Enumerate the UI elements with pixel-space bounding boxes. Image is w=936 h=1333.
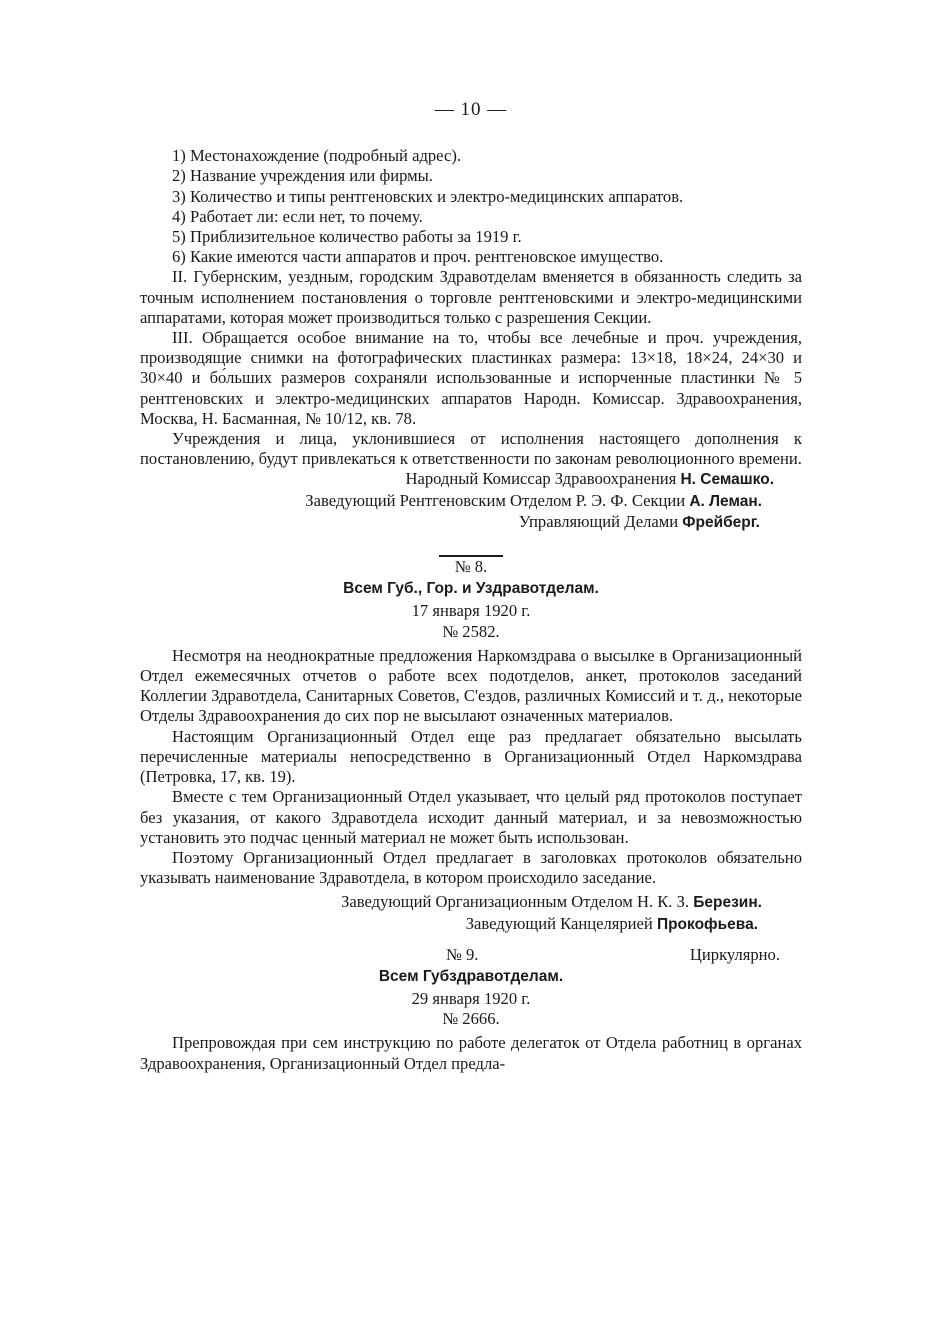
signature-line [140,491,802,512]
signature-role: Заведующий Организационным Отделом Н. К. З. [341,892,690,912]
doc8-paragraph: Поэтому Организационный Отдел предлагает в заголовках протоколов обязательно указывать наименование Здравотдела, в котором происходило заседание. [140,847,802,888]
list-item: 6) Какие имеются части аппаратов и проч. рентгеновское имущество. [172,247,664,267]
signature-role: Заведующий Канцелярией [465,913,653,933]
list-item: 3) Количество и типы рентгеновских и электро-медицинских аппаратов. [172,186,684,206]
signature-line [140,914,802,935]
list-item: 1) Местонахождение (подробный адрес). [172,146,462,166]
signature-name: Прокофьева. [656,915,758,933]
section-iii-paragraph: III. Обращается особое внимание на то, чтобы все лечебные и проч. учреждения, производящие снимки на фотографических пластинках размера: 13×18, 18×24, 24×30 и 30×40 и бо́льших размеров сохраняли использованные и испорченные пластинки № 5 рентгеновских и электро-медицинских аппаратов Народн. Комиссар. Здравоохранения, Москва, Н. Басманная, № 10/12, кв. 78. [140,328,802,428]
doc8-number: № 8. [454,557,488,577]
penalty-paragraph: Учреждения и лица, уклонившиеся от исполнения настоящего дополнения к постановлению, будут привлекаться к ответственности по законам революционного времени. [140,429,802,469]
doc9-number: № 9. [446,944,479,964]
doc9-number-row [140,945,802,967]
doc9-date: 29 января 1920 г. [411,988,531,1008]
doc8-reg-number: № 2582. [442,621,500,641]
doc8-paragraph: Настоящим Организационный Отдел еще раз предлагает обязательно высылать перечисленные материалы непосредственно в Организационный Отдел Наркомздрава (Петровка, 17, кв. 19). [140,726,802,787]
doc8-heading: Всем Губ., Гор. и Уздравотделам. [343,580,599,598]
signature-line [140,892,802,913]
signature-line [140,512,802,533]
signature-name: А. Леман. [689,492,762,510]
doc9-circular-note: Циркулярно. [689,944,780,964]
signature-name: Н. Семашко. [680,471,774,489]
doc9-reg-number: № 2666. [442,1009,500,1029]
signature-line [140,469,802,490]
page-number: — 10 — [434,99,508,120]
doc8-paragraph: Несмотря на неоднократные предложения Наркомздрава о высылке в Организационный Отдел ежемесячных отчетов о работе всех подотделов, анкет, протоколов заседаний Коллегии Здравотдела, Санитарных Советов, С'ездов, различных Комиссий и т. д., некоторые Отделы Здравоохранения до сих пор не высылают означенных материалов. [140,645,802,726]
signature-role: Народный Комиссар Здравоохранения [405,469,677,489]
doc8-date: 17 января 1920 г. [411,601,531,621]
list-item: 4) Работает ли: если нет, то почему. [172,206,423,226]
doc8-paragraph: Вместе с тем Организационный Отдел указывает, что целый ряд протоколов поступает без указания, от какого Здравотдела исходит данный материал, и за невозможностью установить это подчас ценный материал не может быть использован. [140,787,802,847]
doc9-heading: Всем Губздравотделам. [378,967,564,985]
list-item: 5) Приблизительное количество работы за 1919 г. [172,227,522,247]
signature-name: Фрейберг. [682,513,760,531]
signature-name: Березин. [693,894,762,912]
document-page [140,100,802,1074]
doc9-paragraph: Препровождая при сем инструкцию по работе делегаток от Отдела работниц в органах Здравоохранения, Организационный Отдел предла- [140,1033,802,1073]
signature-role: Управляющий Делами [518,511,679,531]
list-item: 2) Название учреждения или фирмы. [172,166,433,186]
section-ii-paragraph: II. Губернским, уездным, городским Здравотделам вменяется в обязанность следить за точным исполнением постановления о торговле рентгеновскими и электро-медицинскими аппаратами, которая может производиться только с разрешения Секции. [140,267,802,327]
signature-role: Заведующий Рентгеновским Отделом Р. Э. Ф. Секции [305,490,686,510]
